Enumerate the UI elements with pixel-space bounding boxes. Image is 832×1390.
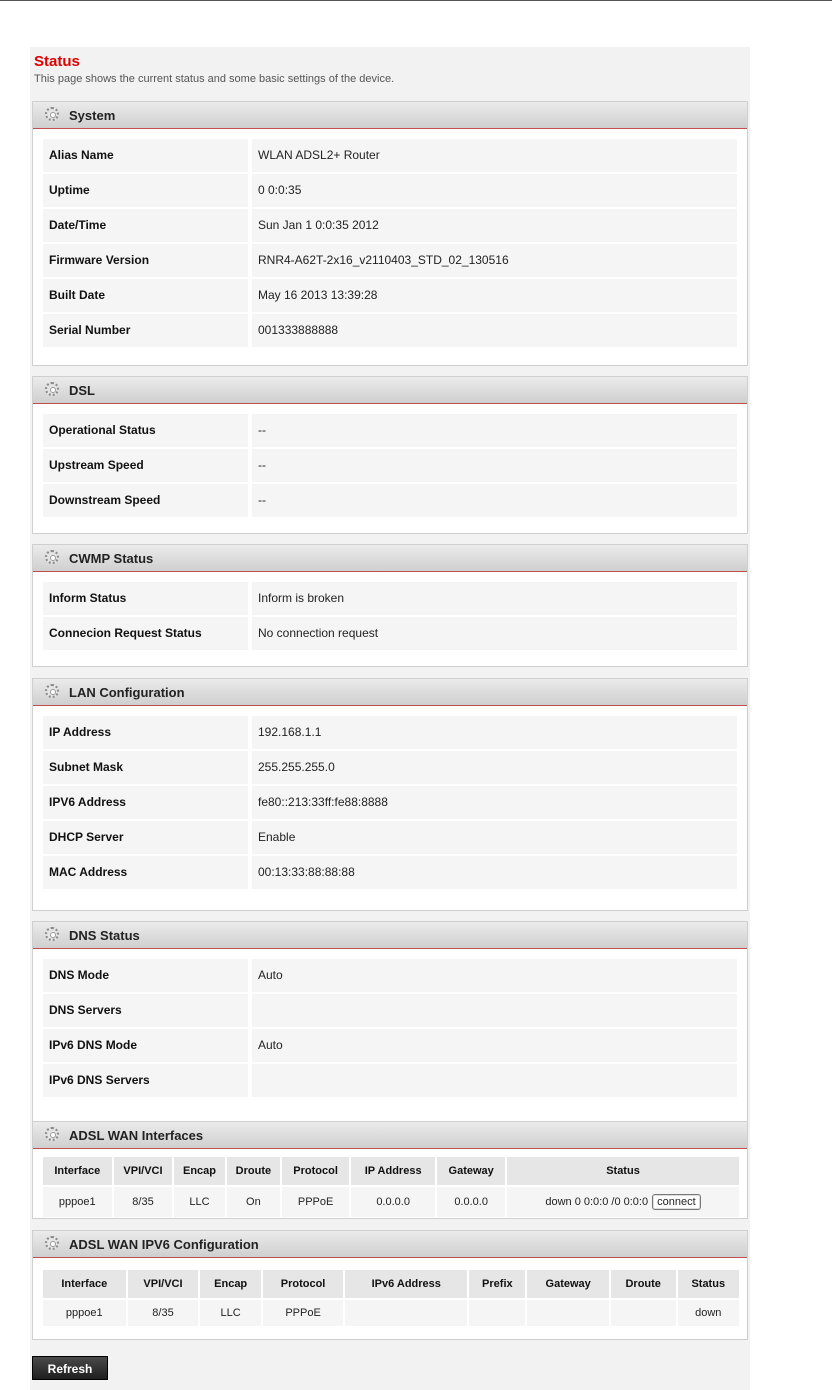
column-header: Status: [507, 1157, 739, 1185]
refresh-button[interactable]: Refresh: [32, 1356, 108, 1380]
gear-icon: [45, 1127, 59, 1141]
column-header: Gateway: [527, 1270, 608, 1298]
cell-protocol: PPPoE: [282, 1187, 349, 1217]
lan-section: [32, 678, 748, 911]
column-header: VPI/VCI: [128, 1270, 199, 1298]
row-label: IPv6 DNS Servers: [43, 1064, 248, 1097]
row-value: Auto: [252, 959, 737, 992]
info-row: [43, 1029, 737, 1062]
info-row: [43, 716, 737, 749]
wan-section: [32, 1121, 748, 1219]
row-value: RNR4-A62T-2x16_v2110403_STD_02_130516: [252, 244, 737, 277]
row-label: DHCP Server: [43, 821, 248, 854]
row-label: MAC Address: [43, 856, 248, 889]
wan-table: [41, 1155, 741, 1219]
column-header: Encap: [200, 1270, 260, 1298]
row-value: Sun Jan 1 0:0:35 2012: [252, 209, 737, 242]
info-row: [43, 209, 737, 242]
cell-status: down: [678, 1300, 739, 1326]
row-value: [252, 994, 737, 1027]
cell-ipv6-address: [345, 1300, 467, 1326]
info-row: [43, 414, 737, 447]
info-row: [43, 314, 737, 347]
info-row: [43, 484, 737, 517]
section-title: DNS Status: [69, 928, 140, 943]
row-value: --: [252, 414, 737, 447]
gear-icon: [45, 107, 59, 121]
section-title: DSL: [69, 383, 95, 398]
info-row: [43, 751, 737, 784]
row-label: Built Date: [43, 279, 248, 312]
column-header: Encap: [174, 1157, 224, 1185]
cell-ip-address: 0.0.0.0: [351, 1187, 435, 1217]
cell-vpivci: 8/35: [114, 1187, 173, 1217]
page-title: Status: [34, 53, 80, 70]
page-subtitle: This page shows the current status and some basic settings of the device.: [34, 73, 395, 85]
column-header: Interface: [43, 1157, 112, 1185]
wan-ipv6-table: [41, 1268, 741, 1328]
row-value: 00:13:33:88:88:88: [252, 856, 737, 889]
system-section-header: [33, 102, 747, 129]
cell-interface: pppoe1: [43, 1300, 126, 1326]
row-value: No connection request: [252, 617, 737, 650]
row-label: IP Address: [43, 716, 248, 749]
row-value: Inform is broken: [252, 582, 737, 615]
info-row: [43, 174, 737, 207]
row-label: Alias Name: [43, 139, 248, 172]
row-value: 0 0:0:35: [252, 174, 737, 207]
row-label: Serial Number: [43, 314, 248, 347]
table-header-row: [43, 1157, 739, 1185]
column-header: Protocol: [263, 1270, 343, 1298]
cell-gateway: 0.0.0.0: [437, 1187, 505, 1217]
row-label: Operational Status: [43, 414, 248, 447]
gear-icon: [45, 550, 59, 564]
row-label: IPV6 Address: [43, 786, 248, 819]
cell-gateway: [527, 1300, 608, 1326]
info-row: [43, 139, 737, 172]
row-label: Uptime: [43, 174, 248, 207]
dns-section-header: [33, 922, 747, 949]
gear-icon: [45, 1236, 59, 1250]
cell-encap: LLC: [200, 1300, 260, 1326]
column-header: IP Address: [351, 1157, 435, 1185]
section-title: CWMP Status: [69, 551, 154, 566]
column-header: Prefix: [469, 1270, 525, 1298]
info-row: [43, 821, 737, 854]
row-value: fe80::213:33ff:fe88:8888: [252, 786, 737, 819]
column-header: VPI/VCI: [114, 1157, 173, 1185]
cell-droute: [611, 1300, 676, 1326]
dsl-section-header: [33, 377, 747, 404]
row-value: 001333888888: [252, 314, 737, 347]
row-label: Downstream Speed: [43, 484, 248, 517]
row-label: Upstream Speed: [43, 449, 248, 482]
row-label: Connecion Request Status: [43, 617, 248, 650]
wan-ipv6-section-header: [33, 1231, 747, 1258]
info-row: [43, 449, 737, 482]
column-header: Droute: [227, 1157, 281, 1185]
connect-button[interactable]: connect: [652, 1194, 701, 1210]
row-value: 192.168.1.1: [252, 716, 737, 749]
table-header-row: [43, 1270, 739, 1298]
section-title: ADSL WAN IPV6 Configuration: [69, 1237, 259, 1252]
row-label: DNS Servers: [43, 994, 248, 1027]
top-border-line: [0, 0, 832, 1]
info-row: [43, 617, 737, 650]
section-title: ADSL WAN Interfaces: [69, 1128, 204, 1143]
column-header: Interface: [43, 1270, 126, 1298]
info-row: [43, 279, 737, 312]
info-row: [43, 959, 737, 992]
row-label: Date/Time: [43, 209, 248, 242]
section-title: LAN Configuration: [69, 685, 185, 700]
column-header: Droute: [611, 1270, 676, 1298]
wan-ipv6-section: [32, 1230, 748, 1340]
table-row: [43, 1187, 739, 1217]
gear-icon: [45, 927, 59, 941]
info-row: [43, 994, 737, 1027]
status-text: down 0 0:0:0 /0 0:0:0: [545, 1196, 649, 1208]
row-label: DNS Mode: [43, 959, 248, 992]
status-page: [30, 47, 750, 1390]
gear-icon: [45, 684, 59, 698]
row-value: 255.255.255.0: [252, 751, 737, 784]
cell-interface: pppoe1: [43, 1187, 112, 1217]
row-label: Subnet Mask: [43, 751, 248, 784]
info-row: [43, 582, 737, 615]
row-label: Firmware Version: [43, 244, 248, 277]
column-header: Status: [678, 1270, 739, 1298]
dns-section: [32, 921, 748, 1131]
row-value: WLAN ADSL2+ Router: [252, 139, 737, 172]
system-section: [32, 101, 748, 366]
row-value: May 16 2013 13:39:28: [252, 279, 737, 312]
info-row: [43, 786, 737, 819]
column-header: Protocol: [282, 1157, 349, 1185]
row-value: Auto: [252, 1029, 737, 1062]
wan-section-header: [33, 1122, 747, 1149]
cell-vpivci: 8/35: [128, 1300, 199, 1326]
cwmp-section-header: [33, 545, 747, 572]
gear-icon: [45, 382, 59, 396]
cell-status: [507, 1187, 739, 1217]
cell-prefix: [469, 1300, 525, 1326]
cell-protocol: PPPoE: [263, 1300, 343, 1326]
column-header: IPv6 Address: [345, 1270, 467, 1298]
row-value: --: [252, 484, 737, 517]
cell-droute: On: [227, 1187, 281, 1217]
table-row: [43, 1300, 739, 1326]
row-label: IPv6 DNS Mode: [43, 1029, 248, 1062]
cell-encap: LLC: [174, 1187, 224, 1217]
row-value: Enable: [252, 821, 737, 854]
info-row: [43, 244, 737, 277]
section-title: System: [69, 108, 116, 123]
dsl-section: [32, 376, 748, 534]
info-row: [43, 1064, 737, 1097]
row-value: --: [252, 449, 737, 482]
column-header: Gateway: [437, 1157, 505, 1185]
info-row: [43, 856, 737, 889]
lan-section-header: [33, 679, 747, 706]
row-label: Inform Status: [43, 582, 248, 615]
row-value: [252, 1064, 737, 1097]
cwmp-section: [32, 544, 748, 667]
